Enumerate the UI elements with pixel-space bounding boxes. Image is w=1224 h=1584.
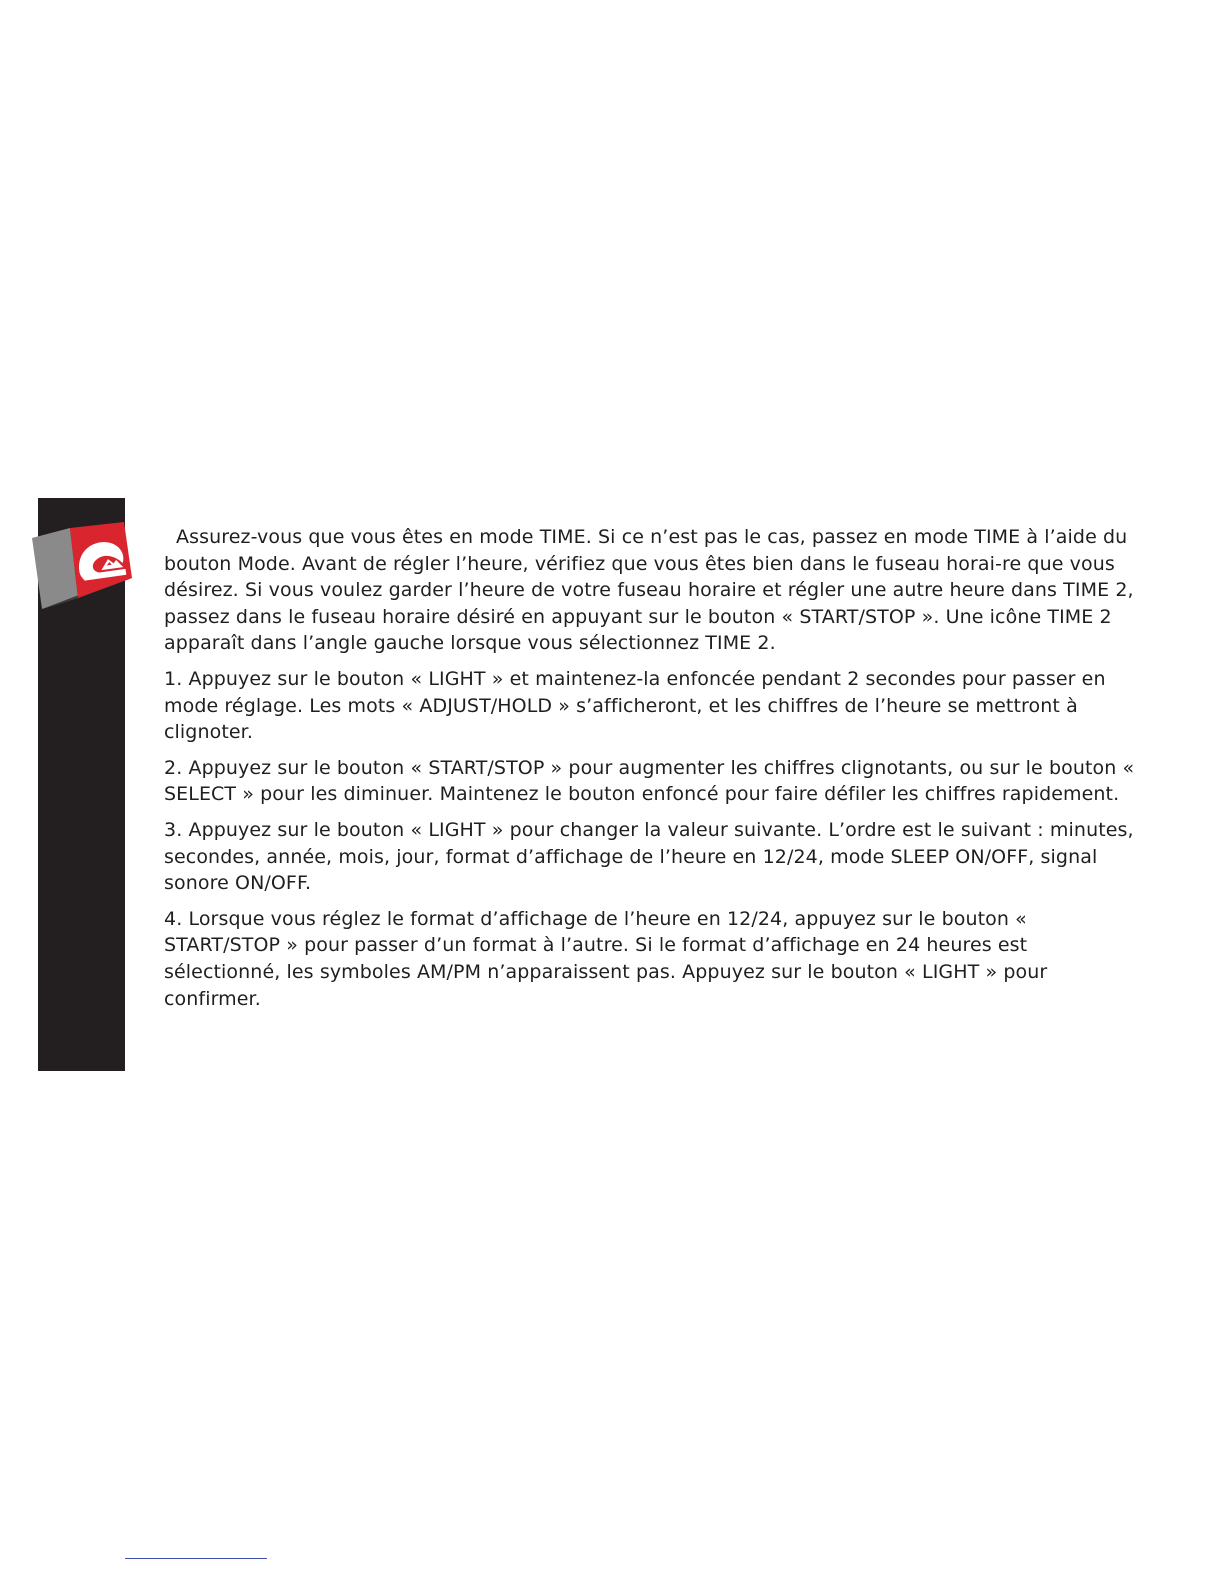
intro-paragraph: Assurez-vous que vous êtes en mode TIME. Si ce n’est pas le cas, passez en mode TIME à l’aide du bouton Mode. Avant de régler l’heure, vérifiez que vous êtes bien dans le fuseau horai-re que vous désirez. Si vous voulez garder l’heure de votre fuseau horaire et régler une autre heure dans TIME 2, passez dans le fuseau horaire désiré en appuyant sur le bouton « START/STOP ». Une icône TIME 2 apparaît dans l’angle gauche lorsque vous sélectionnez TIME 2. — [164, 526, 1134, 655]
brand-logo — [30, 518, 136, 612]
quiksilver-wave-mountain-icon — [30, 518, 136, 612]
step-4: 4. Lorsque vous réglez le format d’affichage de l’heure en 12/24, appuyez sur le bouton « START/STOP » pour passer d’un format à l’autre. Si le format d’affichage en 24 heures est sélectionné, les symboles AM/PM n’apparaissent pas. Appuyez sur le bouton « LIGHT » pour confirmer. — [164, 907, 1048, 1010]
footer-rule — [125, 1558, 267, 1559]
step-1: 1. Appuyez sur le bouton « LIGHT » et maintenez-la enfoncée pendant 2 secondes pour passer en mode réglage. Les mots « ADJUST/HOLD » s’afficheront, et les chiffres de l’heure se mettront à clignoter. — [164, 667, 1106, 744]
step-3: 3. Appuyez sur le bouton « LIGHT » pour changer la valeur suivante. L’ordre est le suivant : minutes, secondes, année, mois, jour, format d’affichage de l’heure en 12/24, mode SLEEP ON/OFF, signal sonore ON/OFF. — [164, 818, 1134, 895]
step-2: 2. Appuyez sur le bouton « START/STOP » pour augmenter les chiffres clignotants, ou sur le bouton « SELECT » pour les diminuer. Maintenez le bouton enfoncé pour faire défiler les chiffres rapidement. — [164, 756, 1135, 806]
instructions — [164, 524, 1149, 1021]
